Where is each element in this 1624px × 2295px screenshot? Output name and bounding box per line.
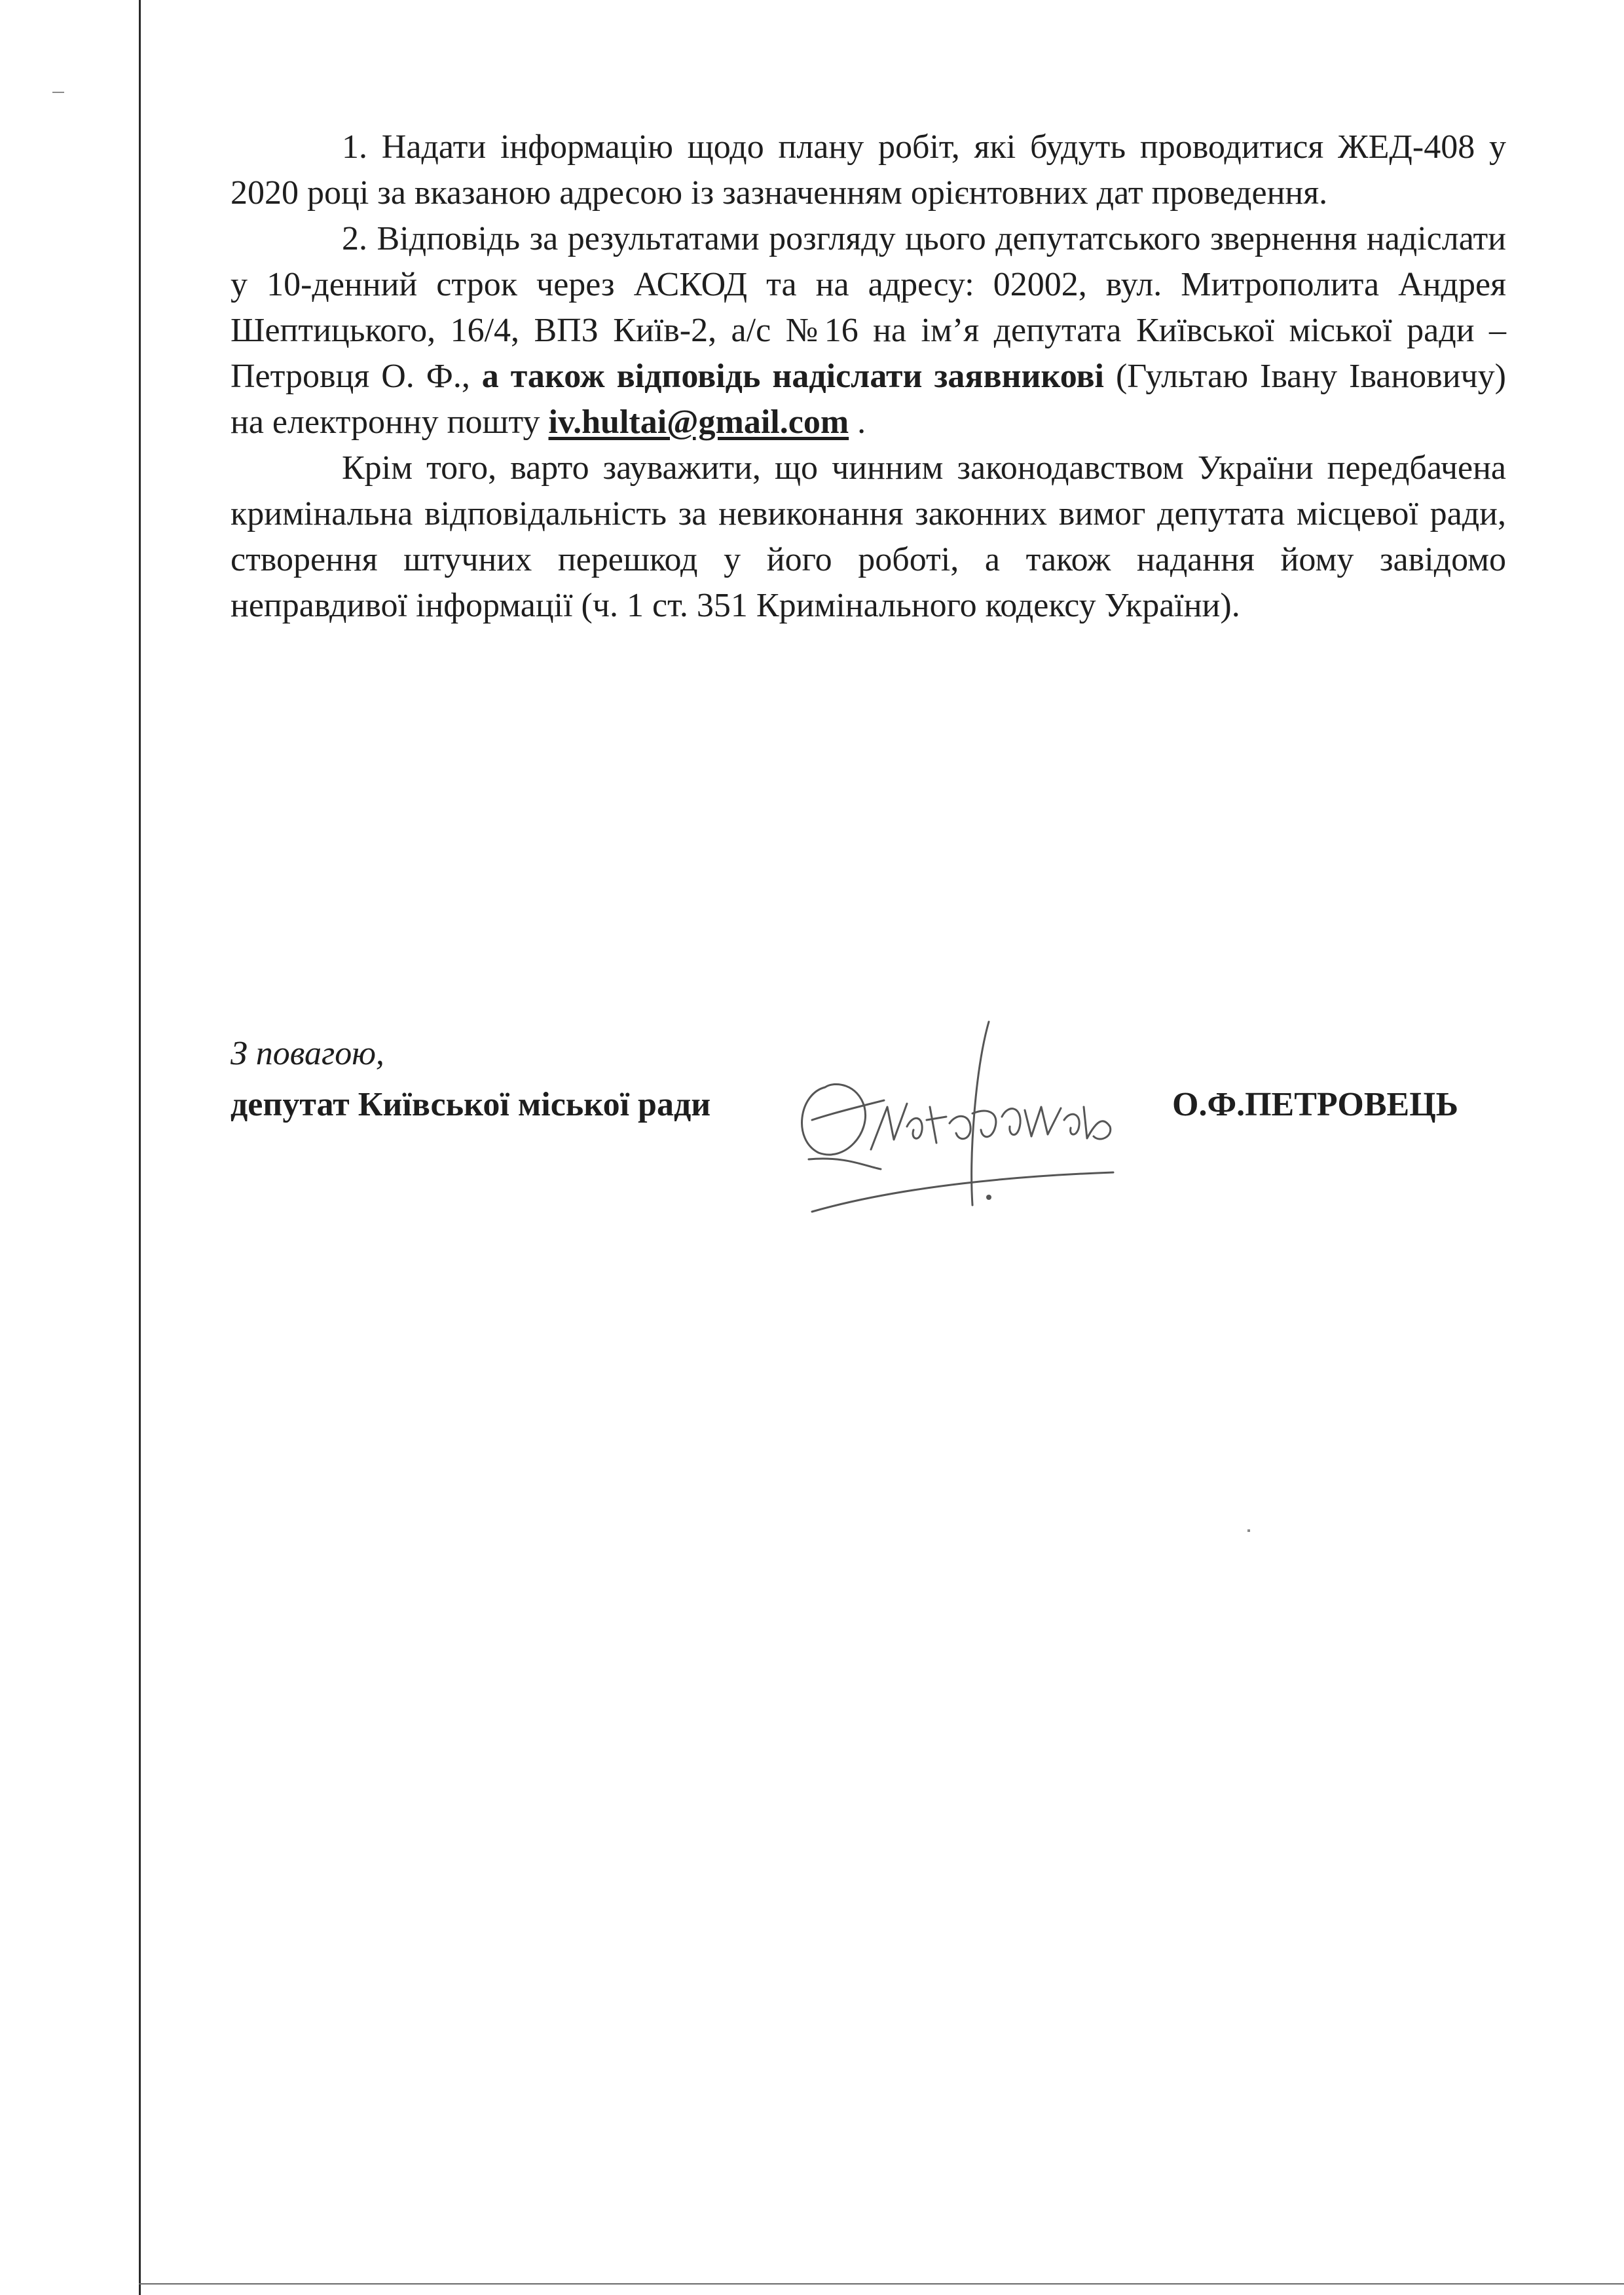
scan-bottom-edge-line — [139, 2283, 1624, 2285]
paragraph-2-text: 2. Відповідь за результатами розгляду цього депутатського звернення надіслати у 10-денний строк через АСКОД та на адресу: 02002, вул. Митрополита Андрея Шептицького, 16/4, ВПЗ Київ-2, а/с №16 на ім’я депутата Київської міської ради – Петровця О. Ф., — [231, 220, 1506, 395]
paragraph-3-text: Крім того, варто зауважити, що чинним законодавством України передбачена кримінальна відповідальність за невиконання законних вимог депутата місцевої ради, створення штучних перешкод у його роботі, а також надання йому завідомо неправдивої інформації (ч. 1 ст. 351 Кримінального кодексу України). — [231, 449, 1506, 624]
paragraph-2-end: . — [849, 403, 866, 441]
paragraph-request-work-plan — [231, 124, 1506, 216]
closing-block — [231, 1028, 710, 1130]
paragraph-1-text: 1. Надати інформацію щодо плану робіт, які будуть проводитися ЖЕД-408 у 2020 році за вказаною адресою із зазначенням орієнтовних дат проведення. — [231, 128, 1506, 212]
letter-body — [231, 124, 1506, 629]
paragraph-2-bold-text: а також відповідь надіслати заявникові — [481, 358, 1104, 395]
closing-regards: З повагою, — [231, 1035, 384, 1072]
scan-speck — [52, 92, 64, 93]
email-address: iv.hultai@gmail.com — [548, 403, 849, 441]
signatory-position: депутат Київської міської ради — [231, 1086, 711, 1123]
scan-speck — [1247, 1529, 1250, 1532]
paragraph-2-text-continued: (Гультаю Івану Івановичу) на електронну пошту — [231, 358, 1506, 441]
paragraph-reply-instructions — [231, 216, 1506, 445]
signatory-name: О.Ф.ПЕТРОВЕЦЬ — [1172, 1086, 1459, 1123]
paragraph-legal-notice — [231, 445, 1506, 629]
handwritten-signature — [773, 1009, 1166, 1244]
scan-left-edge-line — [139, 0, 141, 2295]
